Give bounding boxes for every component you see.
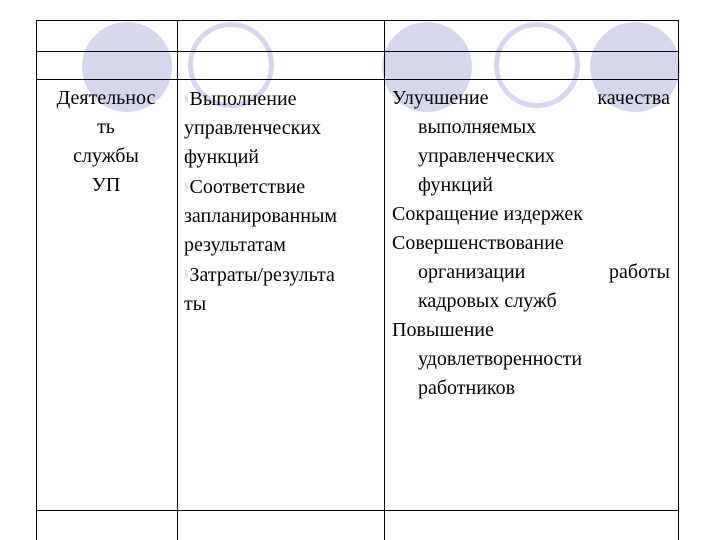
list-item-text: кадровых служб bbox=[418, 290, 557, 312]
list-item-text bbox=[392, 258, 670, 287]
list-item-text: функций bbox=[418, 174, 493, 196]
list-item-text: Улучшение bbox=[392, 87, 489, 109]
list-item bbox=[392, 84, 670, 113]
list-item bbox=[184, 260, 380, 290]
cell-text-line: службы bbox=[73, 145, 139, 167]
list-item-text: результатам bbox=[184, 234, 286, 256]
list-item bbox=[184, 84, 380, 114]
grid-line-h3 bbox=[36, 79, 679, 80]
table-cell-criteria bbox=[184, 84, 380, 319]
grid-line-v4 bbox=[678, 20, 679, 540]
grid-line-v2 bbox=[177, 20, 178, 540]
list-item-text: Затраты/результа bbox=[189, 264, 335, 286]
list-item-text: Выполнение bbox=[189, 88, 297, 110]
grid-line-h4 bbox=[36, 510, 679, 511]
grid-line-h2 bbox=[36, 51, 679, 52]
table-cell-results bbox=[392, 84, 670, 403]
list-item-text: работников bbox=[418, 377, 516, 399]
table-cell-activity bbox=[42, 84, 170, 200]
list-item-text: управленческих bbox=[184, 117, 322, 139]
list-item-text: Соответствие bbox=[189, 176, 306, 198]
list-item: Сокращение издержек bbox=[392, 203, 583, 225]
cell-text-line: Деятельнос bbox=[56, 87, 156, 109]
list-item-text: организации bbox=[418, 261, 526, 283]
grid-line-v3 bbox=[384, 20, 385, 540]
bullet-icon: § bbox=[184, 181, 189, 191]
grid-line-h1 bbox=[36, 20, 679, 21]
bullet-icon: § bbox=[184, 269, 189, 279]
list-item: Совершенствование bbox=[392, 232, 564, 254]
list-item: Повышение bbox=[392, 319, 494, 341]
bullet-icon: § bbox=[184, 93, 189, 103]
list-item-text: ты bbox=[184, 293, 207, 315]
list-item-text: удовлетворенности bbox=[418, 348, 583, 370]
cell-text-line: ть bbox=[97, 116, 115, 138]
cell-text-line: УП bbox=[91, 174, 121, 196]
list-item-text: качества bbox=[597, 87, 670, 109]
list-item bbox=[184, 172, 380, 202]
list-item-text: функций bbox=[184, 146, 259, 168]
list-item-text: управленческих bbox=[418, 145, 556, 167]
grid-line-v1 bbox=[36, 20, 37, 540]
list-item-text: запланированным bbox=[184, 205, 338, 227]
list-item-text: выполняемых bbox=[418, 116, 537, 138]
list-item-text: работы bbox=[609, 261, 670, 283]
